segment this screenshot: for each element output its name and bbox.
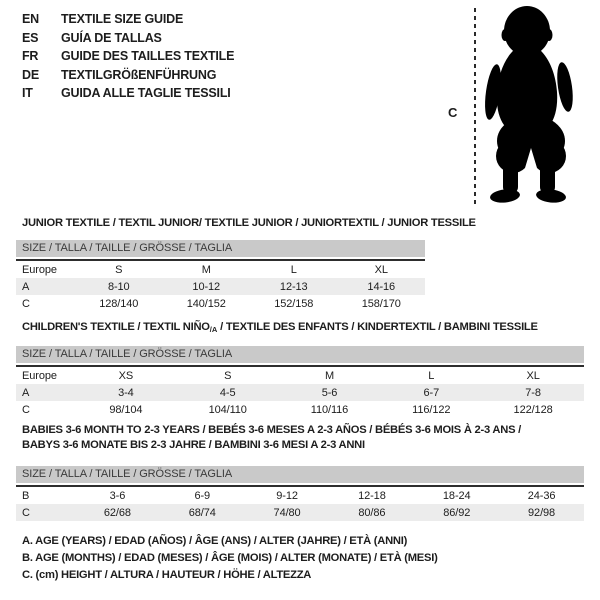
title-subscript: /A — [209, 325, 218, 334]
language-row — [22, 47, 234, 66]
table-cell: 116/122 — [412, 403, 451, 416]
height-measure-label: C — [448, 105, 458, 120]
table-row — [16, 384, 584, 401]
table-row — [16, 487, 584, 504]
section-babies-textile — [16, 423, 584, 521]
table-cell: 110/116 — [310, 403, 349, 416]
table-row — [16, 401, 584, 418]
table-cell: 6-9 — [194, 489, 211, 502]
row-label: C — [22, 506, 30, 519]
table-cell: S — [115, 263, 123, 276]
row-label: A — [22, 386, 30, 399]
table-cell: 10-12 — [192, 280, 221, 293]
table-cell: 14-16 — [367, 280, 396, 293]
language-code: EN — [22, 12, 39, 26]
title-text: JUNIOR TEXTILE / TEXTIL JUNIOR/ TEXTILE JUNIOR / JUNIORTEXTIL / JUNIOR TESSILE — [22, 217, 476, 229]
table-cell: 12-13 — [279, 280, 308, 293]
section-junior-textile — [16, 216, 476, 312]
table-row — [16, 504, 584, 521]
section-title-line — [22, 423, 584, 438]
table-cell: 104/110 — [208, 403, 247, 416]
table-cell: 7-8 — [525, 386, 541, 399]
table-cell: 128/140 — [99, 297, 139, 310]
language-row — [22, 10, 234, 29]
table-cell: 62/68 — [103, 506, 131, 519]
table-cell: L — [428, 369, 435, 382]
table-cell: 6-7 — [423, 386, 440, 399]
language-code: DE — [22, 67, 39, 82]
row-label: B — [22, 489, 30, 502]
title-text: CHILDREN'S TEXTILE / TEXTIL NIÑO — [22, 321, 210, 333]
row-label: A — [22, 280, 30, 293]
size-header-bar: SIZE / TALLA / TAILLE / GRÖSSE / TAGLIA — [16, 466, 584, 483]
language-row — [22, 84, 234, 103]
legend-line: A. AGE (YEARS) / EDAD (AÑOS) / ÂGE (ANS) / ALTER (JAHRE) / ETÀ (ANNI) — [22, 535, 408, 547]
section-title-line — [22, 320, 584, 337]
language-code: FR — [22, 49, 39, 63]
row-label: C — [22, 403, 30, 416]
table-cell: 3-4 — [118, 386, 134, 399]
row-label: C — [22, 297, 30, 310]
row-label: Europe — [22, 263, 57, 276]
section-childrens-textile — [16, 320, 584, 418]
table-cell: 8-10 — [107, 280, 130, 293]
table-cell: XL — [526, 369, 540, 382]
size-table — [16, 240, 425, 312]
table-cell: 152/158 — [274, 297, 314, 310]
table-cell: 4-5 — [219, 386, 236, 399]
title-text: BABYS 3-6 MONATE BIS 2-3 JAHRE / BAMBINI 3-6 MESI A 2-3 ANNI — [22, 439, 365, 451]
section-title-line — [22, 438, 584, 453]
legend-line: B. AGE (MONTHS) / EDAD (MESES) / ÂGE (MOIS) / ALTER (MONATE) / ETÀ (MESI) — [22, 552, 438, 564]
table-cell: 158/170 — [361, 297, 401, 310]
table-cell: 140/152 — [186, 297, 226, 310]
legend — [22, 533, 438, 584]
table-cell: 24-36 — [527, 489, 556, 502]
table-cell: 92/98 — [528, 506, 556, 519]
language-title: GUIDE DES TAILLES TEXTILE — [61, 49, 235, 63]
table-cell: 3-6 — [109, 489, 126, 502]
section-title — [22, 216, 476, 231]
language-title: GUÍA DE TALLAS — [61, 30, 162, 45]
language-code: IT — [22, 86, 33, 100]
baby-silhouette-icon — [481, 4, 587, 206]
title-text: / TEXTILE DES ENFANTS / KINDERTEXTIL / BAMBINI TESSILE — [217, 321, 538, 333]
row-label: Europe — [22, 369, 57, 382]
language-row — [22, 66, 234, 85]
table-cell: S — [224, 369, 232, 382]
title-text: BABIES 3-6 MONTH TO 2-3 YEARS / BEBÉS 3-6 MESES A 2-3 AÑOS / BÉBÉS 3-6 MOIS À 2-3 ANS / — [22, 424, 522, 436]
size-table — [16, 466, 584, 521]
section-title-line — [22, 216, 476, 231]
language-row — [22, 29, 234, 48]
table-row — [16, 295, 425, 312]
language-code: ES — [22, 30, 39, 45]
table-cell: 74/80 — [273, 506, 301, 519]
height-measure-line — [474, 8, 476, 208]
table-cell: XS — [118, 369, 134, 382]
table-row — [16, 278, 425, 295]
table-cell: 18-24 — [442, 489, 471, 502]
language-title: TEXTILE SIZE GUIDE — [61, 12, 184, 26]
table-cell: XL — [374, 263, 388, 276]
size-table — [16, 346, 584, 418]
language-title: GUIDA ALLE TAGLIE TESSILI — [61, 86, 231, 100]
table-cell: L — [290, 263, 297, 276]
size-header-bar: SIZE / TALLA / TAILLE / GRÖSSE / TAGLIA — [16, 240, 425, 257]
section-title — [22, 320, 584, 337]
table-cell: 12-18 — [358, 489, 386, 502]
table-row — [16, 261, 425, 278]
table-cell: 86/92 — [443, 506, 471, 519]
table-cell: 80/86 — [358, 506, 386, 519]
legend-line: C. (cm) HEIGHT / ALTURA / HAUTEUR / HÖHE / ALTEZZA — [22, 569, 312, 581]
section-title — [22, 423, 584, 453]
table-cell: 98/104 — [109, 403, 143, 416]
size-header-bar: SIZE / TALLA / TAILLE / GRÖSSE / TAGLIA — [16, 346, 584, 363]
language-title: TEXTILGRÖßENFÜHRUNG — [61, 67, 217, 82]
table-cell: 5-6 — [321, 386, 338, 399]
table-cell: M — [324, 369, 335, 382]
table-cell: 68/74 — [188, 506, 216, 519]
table-cell: 122/128 — [513, 403, 553, 416]
language-list — [22, 10, 234, 103]
table-cell: 9-12 — [276, 489, 298, 502]
table-cell: M — [201, 263, 211, 276]
table-row — [16, 367, 584, 384]
